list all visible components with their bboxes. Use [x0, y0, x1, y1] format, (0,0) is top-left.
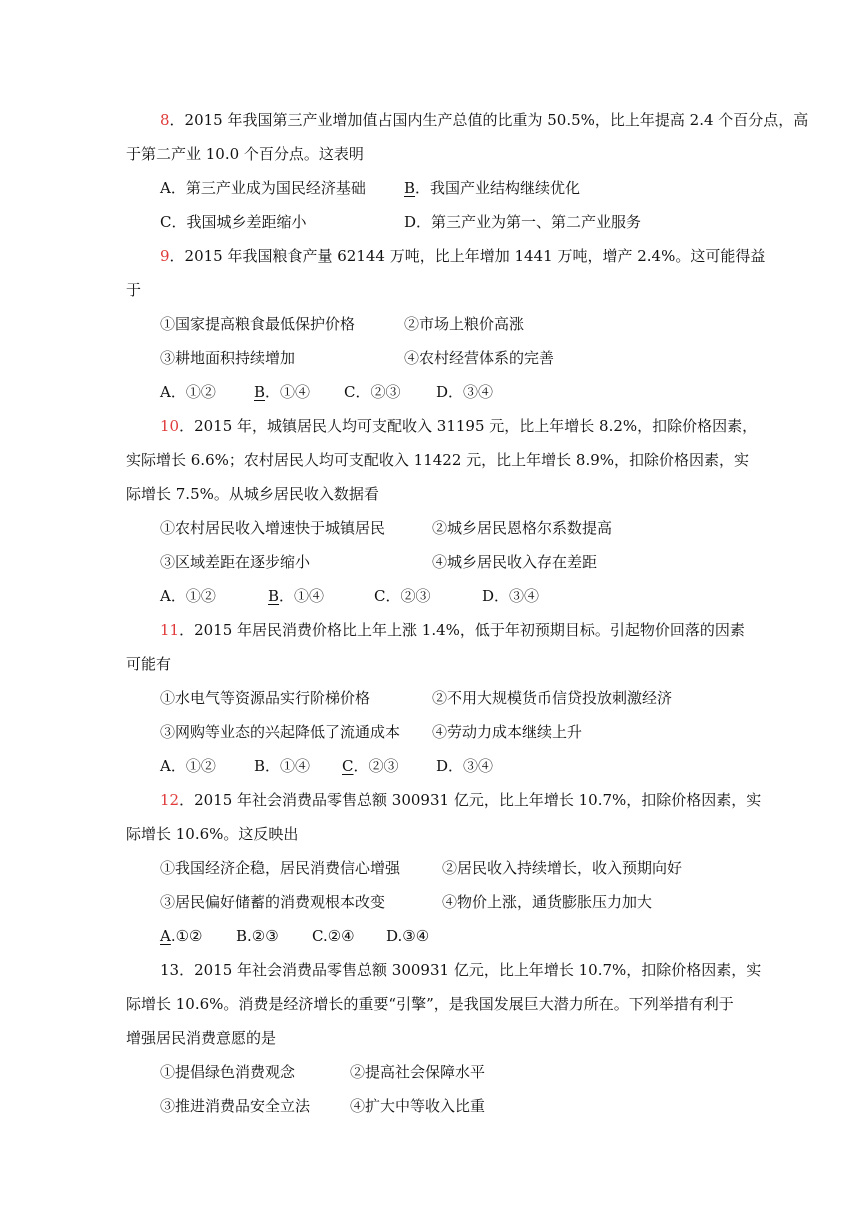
question-11-stem-line-1: 11．2015 年居民消费价格比上年上涨 1.4%，低于年初预期目标。引起物价回落的因素: [160, 621, 745, 639]
question-10-statement-1: ①农村居民收入增速快于城镇居民: [160, 519, 386, 537]
question-12-stem-line-1: 12．2015 年社会消费品零售总额 300931 亿元，比上年增长 10.7%，扣除价格因素，实: [160, 791, 762, 809]
question-13-statement-1: ①提倡绿色消费观念: [160, 1063, 296, 1081]
question-9-statement-2: ②市场上粮价高涨: [404, 315, 525, 333]
question-12-number: 12: [160, 791, 180, 809]
question-13-stem-line-1: 13．2015 年社会消费品零售总额 300931 亿元，比上年增长 10.7%，扣除价格因素，实: [160, 961, 762, 979]
question-12-option-d[interactable]: D.③④: [386, 927, 430, 945]
question-9-option-b[interactable]: B．①④: [254, 383, 311, 401]
question-8-option-d[interactable]: D．第三产业为第一、第二产业服务: [404, 213, 642, 231]
question-13-stem-line-2: 际增长 10.6%。消费是经济增长的重要“引擎”，是我国发展巨大潜力所在。下列举措有利于: [126, 995, 734, 1013]
question-8-option-c[interactable]: C．我国城乡差距缩小: [160, 213, 307, 231]
question-11-option-c[interactable]: C．②③: [342, 757, 399, 775]
question-8-stem-line-2: 于第二产业 10.0 个百分点。这表明: [126, 145, 364, 163]
question-10-statement-3: ③区域差距在逐步缩小: [160, 553, 311, 571]
question-10-option-b[interactable]: B．①④: [268, 587, 325, 605]
question-8-option-a[interactable]: A．第三产业成为国民经济基础: [160, 179, 366, 197]
question-12-statement-3: ③居民偏好储蓄的消费观根本改变: [160, 893, 386, 911]
question-8-option-b[interactable]: B．我国产业结构继续优化: [404, 179, 581, 197]
question-11-statement-1: ①水电气等资源品实行阶梯价格: [160, 689, 371, 707]
question-9-number: 9: [160, 247, 170, 265]
question-13-statement-3: ③推进消费品安全立法: [160, 1097, 311, 1115]
question-11-statement-4: ④劳动力成本继续上升: [432, 723, 583, 741]
question-10-stem-line-2: 实际增长 6.6%；农村居民人均可支配收入 11422 元，比上年增长 8.9%，扣除价格因素，实: [126, 451, 750, 469]
question-8-number: 8: [160, 111, 170, 129]
question-10-statement-2: ②城乡居民恩格尔系数提高: [432, 519, 613, 537]
question-10-stem-line-1: 10．2015 年，城镇居民人均可支配收入 31195 元，比上年增长 8.2%，扣除价格因素，: [160, 417, 758, 435]
question-13-statement-2: ②提高社会保障水平: [350, 1063, 486, 1081]
question-12-option-b[interactable]: B.②③: [236, 927, 279, 945]
question-13-stem-line-3: 增强居民消费意愿的是: [126, 1029, 277, 1047]
question-8-stem-line-1: 8．2015 年我国第三产业增加值占国内生产总值的比重为 50.5%，比上年提高 2.4 个百分点，高: [160, 111, 809, 129]
question-9-option-c[interactable]: C．②③: [344, 383, 401, 401]
question-12-statement-2: ②居民收入持续增长，收入预期向好: [442, 859, 683, 877]
question-13-number: 13: [160, 961, 180, 979]
question-11-option-b[interactable]: B．①④: [254, 757, 311, 775]
question-10-option-d[interactable]: D．③④: [482, 587, 540, 605]
question-10-option-a[interactable]: A．①②: [160, 587, 216, 605]
question-9-stem-line-1: 9．2015 年我国粮食产量 62144 万吨，比上年增加 1441 万吨，增产 2.4%。这可能得益: [160, 247, 766, 265]
question-11-statement-2: ②不用大规模货币信贷投放刺激经济: [432, 689, 673, 707]
question-9-stem-line-2: 于: [126, 281, 142, 299]
question-12-stem-line-2: 际增长 10.6%。这反映出: [126, 825, 299, 843]
question-11-stem-line-2: 可能有: [126, 655, 172, 673]
question-9-option-a[interactable]: A．①②: [160, 383, 216, 401]
question-10-stem-line-3: 际增长 7.5%。从城乡居民收入数据看: [126, 485, 379, 503]
question-9-statement-4: ④农村经营体系的完善: [404, 349, 555, 367]
question-10-number: 10: [160, 417, 180, 435]
question-12-option-a[interactable]: A.①②: [160, 927, 203, 945]
question-10-option-c[interactable]: C．②③: [374, 587, 431, 605]
question-12-option-c[interactable]: C.②④: [312, 927, 355, 945]
question-11-option-a[interactable]: A．①②: [160, 757, 216, 775]
question-9-option-d[interactable]: D．③④: [436, 383, 494, 401]
question-9-statement-3: ③耕地面积持续增加: [160, 349, 296, 367]
question-12-statement-1: ①我国经济企稳，居民消费信心增强: [160, 859, 401, 877]
question-12-statement-4: ④物价上涨，通货膨胀压力加大: [442, 893, 653, 911]
question-11-option-d[interactable]: D．③④: [436, 757, 494, 775]
question-9-statement-1: ①国家提高粮食最低保护价格: [160, 315, 356, 333]
question-11-statement-3: ③网购等业态的兴起降低了流通成本: [160, 723, 401, 741]
question-13-statement-4: ④扩大中等收入比重: [350, 1097, 486, 1115]
question-10-statement-4: ④城乡居民收入存在差距: [432, 553, 598, 571]
question-11-number: 11: [160, 621, 180, 639]
